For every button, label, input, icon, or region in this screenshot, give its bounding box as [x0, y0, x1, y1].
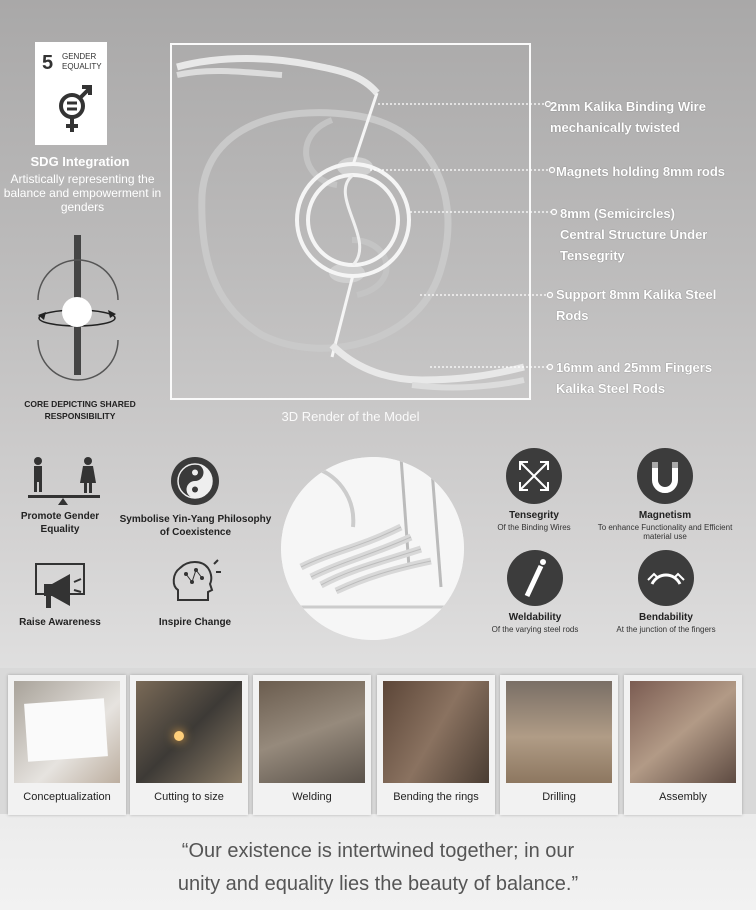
callout-central-structure: 8mm (Semicircles) Central Structure Under Tensegrity — [560, 206, 708, 263]
property-title: Tensegrity — [509, 510, 559, 521]
sdg-title: SDG Integration — [30, 154, 130, 169]
tension-arrows-icon — [506, 448, 562, 504]
process-caption: Bending the rings — [393, 791, 479, 803]
property-title: Magnetism — [638, 510, 692, 521]
process-card — [500, 675, 618, 815]
callout-binding-wire: 2mm Kalika Binding Wire mechanically twisted — [550, 99, 706, 135]
property-subtitle: Of the Binding Wires — [497, 523, 571, 532]
property-subtitle: To enhance Functionality and Efficient material use — [597, 523, 733, 541]
bending-icon — [638, 550, 694, 606]
process-caption: Welding — [292, 791, 332, 803]
process-photo — [259, 681, 365, 783]
process-photo — [383, 681, 489, 783]
detail-zoom-view — [281, 457, 464, 640]
callout-leaders — [300, 90, 560, 390]
property-subtitle: At the junction of the fingers — [616, 625, 716, 634]
gender-equality-icon — [55, 80, 95, 136]
process-card — [8, 675, 126, 815]
sdg-number: 5 — [42, 52, 54, 74]
process-photo — [136, 681, 242, 783]
render-caption: 3D Render of the Model — [281, 409, 420, 424]
process-card — [130, 675, 248, 815]
concept-label: Inspire Change — [158, 617, 232, 628]
brain-icon — [168, 556, 222, 610]
concept-label: Symbolise Yin-Yang Philosophy of Coexistence — [119, 514, 272, 538]
quote-line-2: unity and equality lies the beauty of balance.” — [177, 873, 579, 895]
callout-fingers: 16mm and 25mm Fingers Kalika Steel Rods — [556, 360, 713, 396]
core-rotation-icon — [20, 230, 140, 390]
magnet-icon — [637, 448, 693, 504]
concept-label: Raise Awareness — [19, 617, 101, 628]
sdg-5-tile — [35, 42, 107, 145]
scale-people-icon — [26, 455, 102, 505]
callout-magnets: Magnets holding 8mm rods — [556, 164, 726, 179]
process-card — [253, 675, 371, 815]
welding-torch-icon — [507, 550, 563, 606]
process-card — [377, 675, 495, 815]
property-title: Bendability — [639, 612, 693, 623]
fingers-detail — [281, 457, 464, 640]
process-card — [624, 675, 742, 815]
process-caption: Cutting to size — [154, 791, 224, 803]
process-caption: Drilling — [542, 791, 576, 803]
process-photo — [630, 681, 736, 783]
property-title: Weldability — [508, 612, 562, 623]
megaphone-icon — [34, 562, 86, 610]
process-photo — [14, 681, 120, 783]
process-caption: Conceptualization — [23, 791, 111, 803]
quote-line-1: “Our existence is intertwined together; in our — [181, 840, 575, 862]
process-caption: Assembly — [659, 791, 707, 803]
sdg-description: Artistically representing the balance and empowerment in genders — [3, 172, 162, 214]
concept-label: Promote Gender Equality — [20, 511, 100, 535]
callout-support-rods: Support 8mm Kalika Steel Rods — [556, 287, 717, 323]
sdg-label: GENDER EQUALITY — [62, 52, 102, 71]
process-photo — [506, 681, 612, 783]
property-subtitle: Of the varying steel rods — [491, 625, 579, 634]
core-label: CORE DEPICTING SHARED RESPONSIBILITY — [24, 399, 136, 421]
closing-quote — [0, 835, 756, 901]
yin-yang-icon — [170, 456, 220, 506]
